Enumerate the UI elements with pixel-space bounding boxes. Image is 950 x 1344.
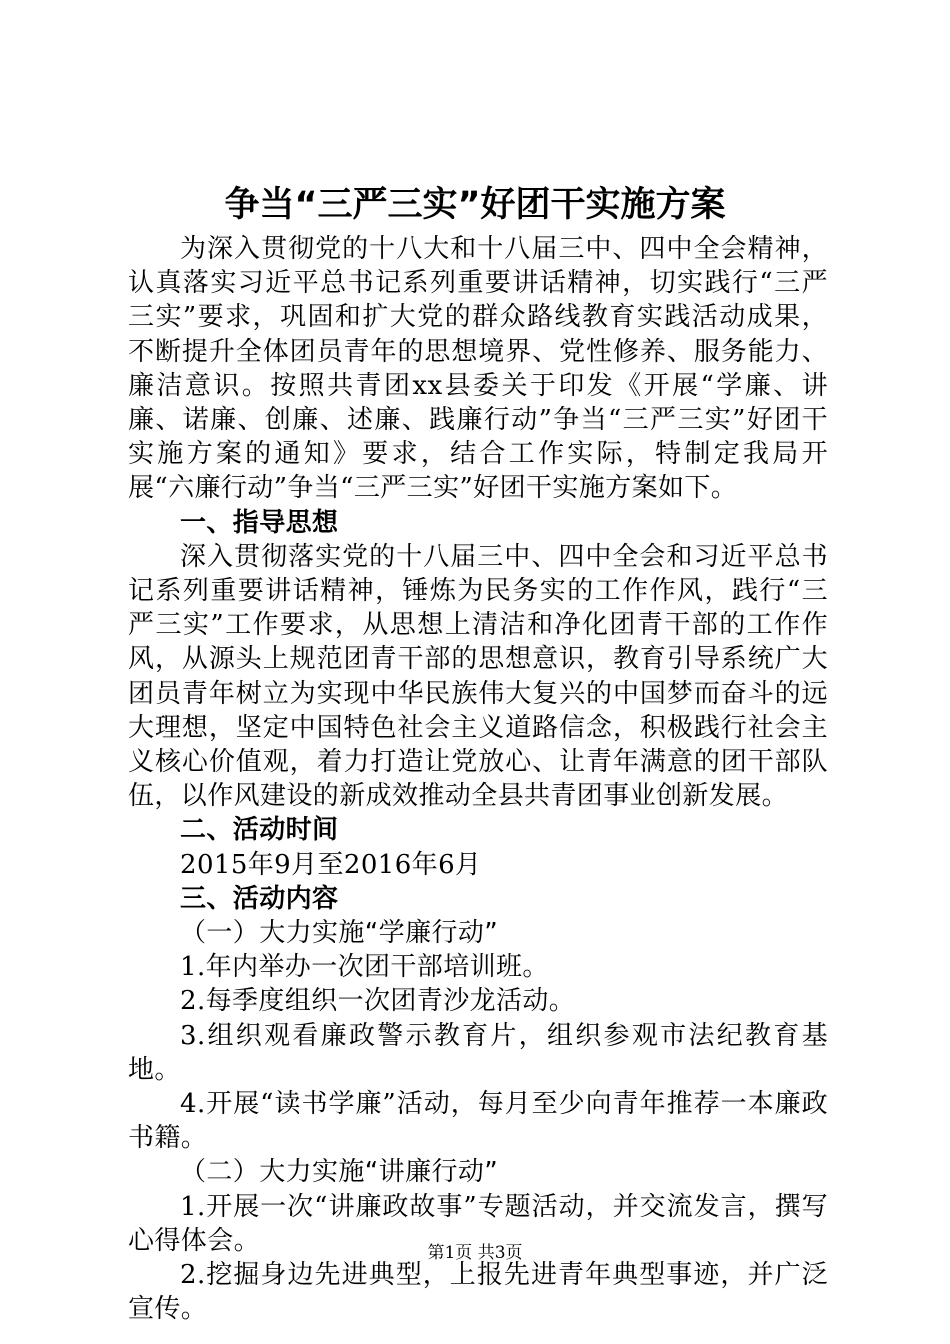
list-item: 4.开展“读书学廉”活动，每月至少向青年推荐一本廉政书籍。	[128, 1089, 828, 1154]
section-2-paragraph: 2015年9月至2016年6月	[180, 849, 482, 880]
list-item: 2.挖掘身边先进典型，上报先进青年典型事迹，并广泛宣传。	[128, 1260, 828, 1325]
section-1-heading: 一、指导思想	[180, 507, 339, 538]
section-3-heading: 三、活动内容	[180, 883, 339, 914]
subsection-1-heading: （一）大力实施“学廉行动”	[180, 918, 499, 949]
list-item: 3.组织观看廉政警示教育片，组织参观市法纪教育基地。	[128, 1020, 828, 1085]
page-footer: 第1页 共3页	[427, 1243, 523, 1263]
section-1-paragraph: 深入贯彻落实党的十八届三中、四中全会和习近平总书记系列重要讲话精神，锤炼为民务实的工作作风，践行“三严三实”工作要求，从思想上清洁和净化团青干部的工作作风，从源头上规范团青干部的思想意识，教育引导系统广大团员青年树立为实现中华民族伟大复兴的中国梦而奋斗的远大理想，坚定中国特色社会主义道路信念，积极践行社会主义核心价值观，着力打造让党放心、让青年满意的团干部队伍，以作风建设的新成效推动全县共青团事业创新发展。	[128, 541, 828, 812]
subsection-2-heading: （二）大力实施“讲廉行动”	[180, 1157, 499, 1188]
document-title: 争当“三严三实”好团干实施方案	[224, 185, 726, 225]
document-body	[128, 232, 828, 1327]
list-item: 2.每季度组织一次团青沙龙活动。	[180, 986, 576, 1017]
list-item: 1.开展一次“讲廉政故事”专题活动，并交流发言，撰写心得体会。	[128, 1191, 828, 1256]
intro-paragraph: 为深入贯彻党的十八大和十八届三中、四中全会精神，认真落实习近平总书记系列重要讲话精神，切实践行“三严三实”要求，巩固和扩大党的群众路线教育实践活动成果，不断提升全体团员青年的思想境界、党性修养、服务能力、廉洁意识。按照共青团xx县委关于印发《开展“学廉、讲廉、诺廉、创廉、述廉、践廉行动”争当“三严三实”好团干实施方案的通知》要求，结合工作实际，特制定我局开展“六廉行动”争当“三严三实”好团干实施方案如下。	[128, 234, 828, 504]
list-item: 1.年内举办一次团干部培训班。	[180, 952, 549, 983]
section-2-heading: 二、活动时间	[180, 815, 339, 846]
